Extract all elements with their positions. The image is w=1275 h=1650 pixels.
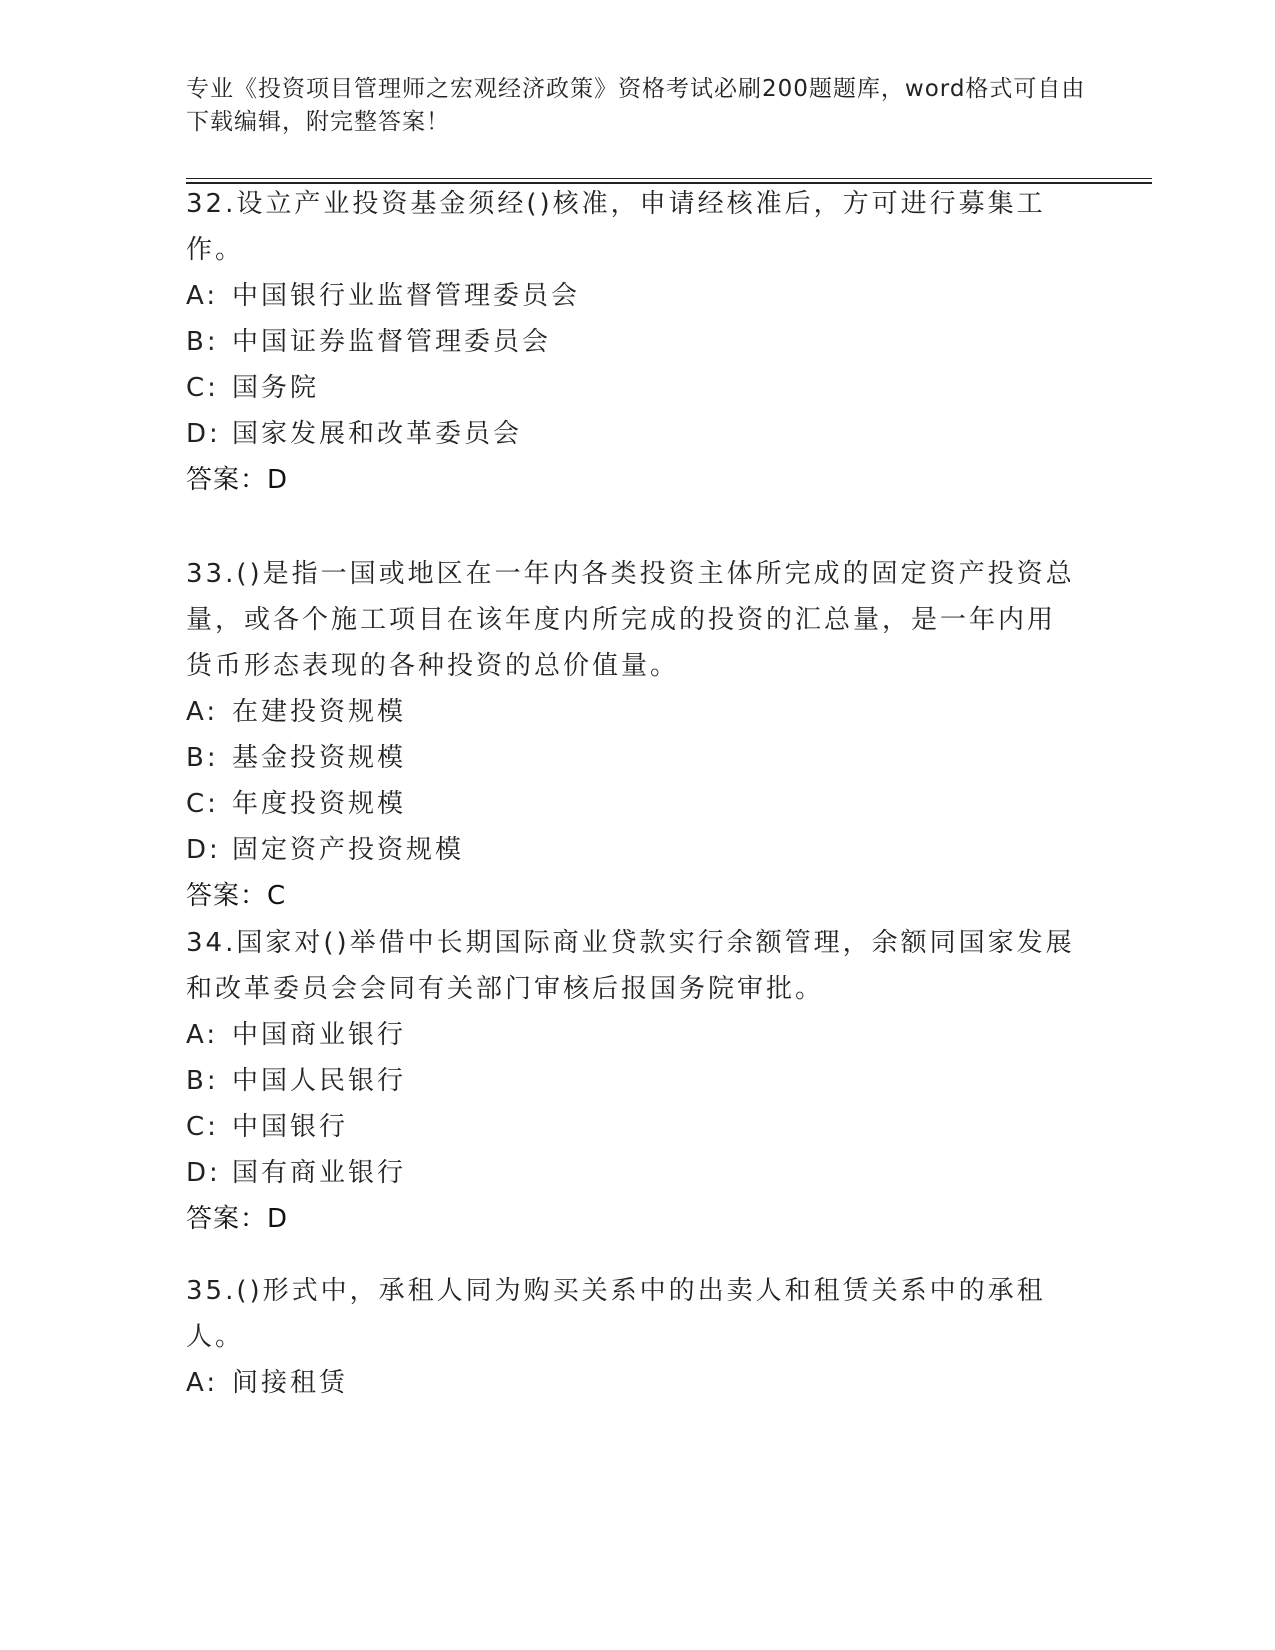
answer-value: C xyxy=(267,881,286,911)
option-text: 国有商业银行 xyxy=(232,1158,407,1188)
question-stem: 33.()是指一国或地区在一年内各类投资主体所完成的固定资产投资总量，或各个施工项目在该年度内所完成的投资的汇总量，是一年内用货币形态表现的各种投资的总价值量。 xyxy=(186,559,1075,681)
option-text: 中国商业银行 xyxy=(232,1020,407,1050)
option-a xyxy=(186,273,1076,319)
option-letter: A: xyxy=(186,1368,219,1398)
option-a xyxy=(186,1012,1076,1058)
option-list xyxy=(186,1012,1076,1196)
option-d xyxy=(186,1150,1076,1196)
option-text: 中国证券监督管理委员会 xyxy=(232,327,552,357)
option-letter: A: xyxy=(186,1020,219,1050)
option-letter: A: xyxy=(186,281,219,311)
question-35 xyxy=(186,1268,1076,1406)
option-letter: D: xyxy=(186,1158,221,1188)
question-32 xyxy=(186,181,1076,503)
option-letter: C: xyxy=(186,1112,219,1142)
option-letter: D: xyxy=(186,835,221,865)
answer-line xyxy=(186,873,1076,919)
option-d xyxy=(186,411,1076,457)
header-divider-thin xyxy=(186,178,1152,179)
option-letter: C: xyxy=(186,373,219,403)
option-list xyxy=(186,1360,1076,1406)
option-text: 固定资产投资规模 xyxy=(232,835,465,865)
option-letter: C: xyxy=(186,789,219,819)
option-letter: D: xyxy=(186,419,221,449)
option-b xyxy=(186,1058,1076,1104)
answer-line xyxy=(186,1196,1076,1242)
answer-label: 答案： xyxy=(186,1204,268,1234)
option-text: 国务院 xyxy=(232,373,320,403)
option-d xyxy=(186,827,1076,873)
option-c xyxy=(186,781,1076,827)
option-text: 年度投资规模 xyxy=(232,789,407,819)
option-b xyxy=(186,319,1076,365)
answer-line xyxy=(186,457,1076,503)
option-list xyxy=(186,689,1076,873)
option-letter: B: xyxy=(186,327,219,357)
option-letter: A: xyxy=(186,697,219,727)
option-text: 中国银行业监督管理委员会 xyxy=(232,281,581,311)
option-text: 中国银行 xyxy=(232,1112,349,1142)
answer-value: D xyxy=(267,465,288,495)
question-33 xyxy=(186,551,1076,919)
option-text: 在建投资规模 xyxy=(232,697,407,727)
answer-label: 答案： xyxy=(186,881,268,911)
option-c xyxy=(186,1104,1076,1150)
question-stem: 35.()形式中，承租人同为购买关系中的出卖人和租赁关系中的承租人。 xyxy=(186,1276,1046,1352)
option-text: 国家发展和改革委员会 xyxy=(232,419,523,449)
option-text: 间接租赁 xyxy=(232,1368,349,1398)
answer-label: 答案： xyxy=(186,465,268,495)
option-a xyxy=(186,689,1076,735)
option-c xyxy=(186,365,1076,411)
question-stem: 34.国家对()举借中长期国际商业贷款实行余额管理，余额同国家发展和改革委员会会同有关部门审核后报国务院审批。 xyxy=(186,928,1075,1004)
option-letter: B: xyxy=(186,1066,219,1096)
option-text: 中国人民银行 xyxy=(232,1066,407,1096)
option-a xyxy=(186,1360,1076,1406)
answer-value: D xyxy=(267,1204,288,1234)
question-34 xyxy=(186,920,1076,1242)
option-list xyxy=(186,273,1076,457)
option-text: 基金投资规模 xyxy=(232,743,407,773)
option-b xyxy=(186,735,1076,781)
document-header: 专业《投资项目管理师之宏观经济政策》资格考试必刷200题题库，word格式可自由下载编辑，附完整答案！ xyxy=(186,76,1086,135)
option-letter: B: xyxy=(186,743,219,773)
question-stem: 32.设立产业投资基金须经()核准，申请经核准后，方可进行募集工作。 xyxy=(186,189,1046,265)
